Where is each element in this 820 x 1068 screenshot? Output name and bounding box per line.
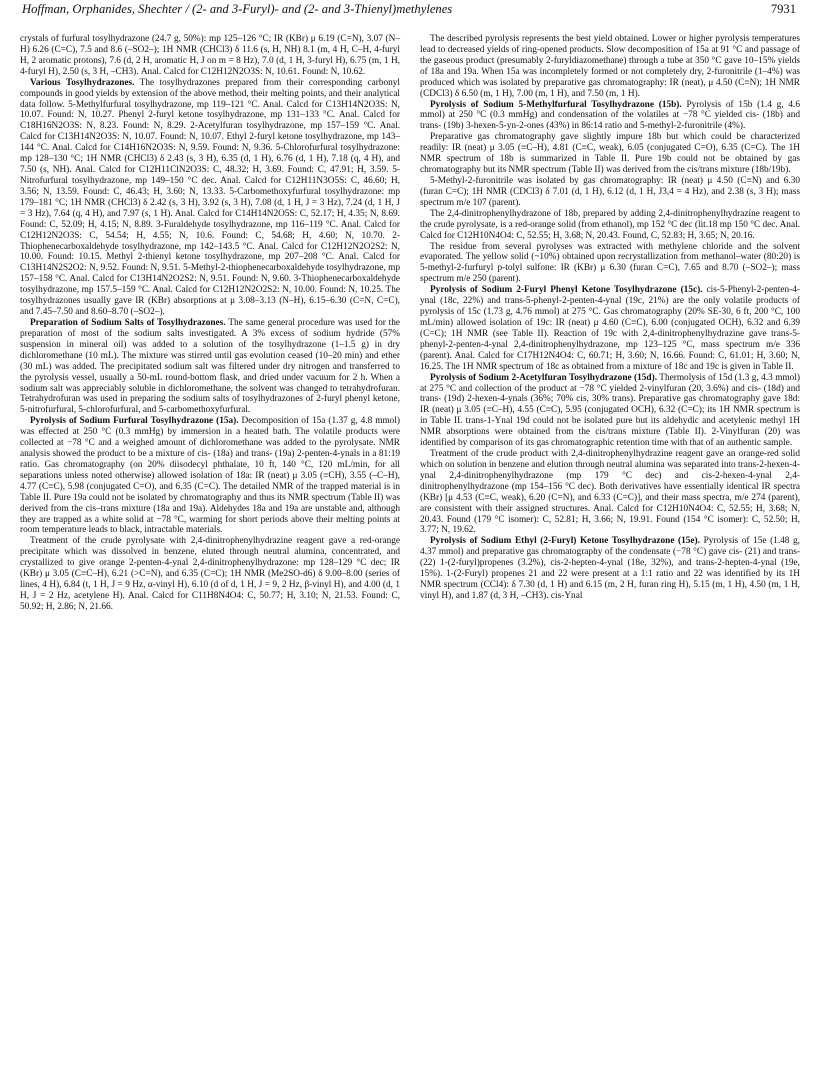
paragraph: Pyrolysis of Sodium Ethyl (2-Furyl) Ketone Tosylhydrazone (15e). Pyrolysis of 15e (1.48 g, 4.37 mmol) and preparative gas chromatography of the condensate (−78 °C) gave cis- (21) and trans- (22) 1-(2-furyl)propenes (3.2%), cis-2-hepten-4-ynal (18e, 32%), and trans-2-hepten-4-ynal (19e, 15%). 1-(2-Furyl) propenes 21 and 22 were present at a 1:1 ratio and 22 was identified by its 1H NMR spectrum (CCl4): δ 7.30 (d, 1 H) and 6.15 (m, 2 H, furan ring H), 5.15 (m, 1 H), 4.50 (m, 1 H, vinyl H), and 1.87 (d, 3 H, –CH3). cis-Ynal: [420, 536, 800, 602]
paragraph: Preparation of Sodium Salts of Tosylhydrazones. The same general procedure was used for the preparation of most of the sodium salts investigated. A 3% excess of sodium hydride (57% suspension in mineral oil) was added to a solution of the tosylhydrazone (1–1.5 g) in dry dichloromethane (10 mL). The mixture was stirred until gas evolution ceased (10–20 min) and ether (30 mL) was added. The precipitated sodium salt was filtered under dry nitrogen and transferred to the pyrolysis vessel, usually a 50-mL round-bottom flask, and dried under vacuum for 2 h. When a sodium salt was appreciably soluble in dichloromethane, the solvent was changed to tetrahydrofuran. Tetrahydrofuran was used in preparing the sodium salts of tosylhydrazones of 2-furyl phenyl ketone, 5-nitrofurfural, 5-chlorofurfural, and 5-carbomethoxyfurfural.: [20, 317, 401, 416]
paragraph: The 2,4-dinitrophenylhydrazone of 18b, prepared by adding 2,4-dinitrophenylhydrazine reagent to the crude pyrolysate, is a red-orange solid (from ethanol), mp 152 °C dec (lit.18 mp 150 °C dec. Anal. Calcd for C12H10N4O4: C, 52.55; H, 3.68; N, 20.43. Found, C, 52.83; H, 3.65; N, 20.16.: [420, 208, 800, 241]
running-title: Hoffman, Orphanides, Shechter / (2- and 3-Furyl)- and (2- and 3-Thienyl)methylenes: [22, 2, 453, 16]
paragraph-heading: Pyrolysis of Sodium Furfural Tosylhydrazone (15a).: [30, 416, 239, 427]
paragraph: Pyrolysis of Sodium Furfural Tosylhydrazone (15a). Decomposition of 15a (1.37 g, 4.8 mmol) was effected at 250 °C (0.3 mmHg) by immersion in a heated bath. The volatile products were collected at −78 °C and a weighed amount of dichloromethane was added to the pyrolysate. NMR analysis showed the product to be a mixture of cis- (18a) and trans- (19a) 2-penten-4-ynals in a 81:19 ratio. Gas chromatography (on 20% diisodecyl phthalate, 10 ft, 140 °C, 120 mL/min, for all separations unless noted otherwise) allowed isolation of 18a: IR (neat) μ 3.05 (≡CH), 3.55 (–C–H), 4.77 (C≡C), 5.98 (conjugated C=O), and 6.35 (C=C). The detailed NMR of the trapped material is in Table II. Pure 19a could not be isolated by chromatography and thus its NMR spectrum (Table II) was derived from the cis–trans mixture (18a and 19a). Aldehydes 18a and 19a are unstable and, although they are trapped as a white solid at −78 °C, warming for short periods above their melting points at room temperature leads to black, intractable materials.: [20, 416, 401, 536]
paragraph-heading: Various Tosylhydrazones.: [30, 77, 135, 88]
paragraph: The residue from several pyrolyses was extracted with methylene chloride and the solvent evaporated. The yellow solid (~10%) obtained upon recrystallization from methanol–water (80:20) is 5-methyl-2-furfuryl p-tolyl sulfone: IR (KBr) μ 6.30 (furan C=C), 7.65 and 8.70 (–SO2–); mass spectrum m/e 250 (parent).: [420, 241, 800, 285]
paragraph-heading: Pyrolysis of Sodium 2-Acetylfuran Tosylhydrazone (15d).: [430, 372, 658, 383]
paragraph: Treatment of the crude product with 2,4-dinitrophenylhydrazine reagent gave an orange-red solid which on solution in benzene and elution through neutral alumina was separated into trans-2-hexen-4-ynal 2,4-dinitrophenylhydrazone (mp 179 °C dec) and cis-2-hexen-4-ynal 2,4-dinitrophenylhydrazone (mp 154–156 °C dec). Both derivatives have essentially identical IR spectra (KBr) [μ 4.53 (C≡C, weak), 6.20 (C=N), and 6.33 (C=C)], and their mass spectra, m/e 274 (parent), are consistent with their assigned structures. Anal. Calcd for C12H10N4O4: C, 52.55; H, 3.68; N, 20.43. Found (179 °C isomer): C, 52.81; H, 3.66; N, 19.91. Found (154 °C isomer): C, 52.50; H, 3.77; N, 19.62.: [420, 449, 800, 536]
paragraph-heading: Pyrolysis of Sodium Ethyl (2-Furyl) Ketone Tosylhydrazone (15e).: [430, 536, 700, 547]
left-column: [20, 34, 400, 613]
paragraph: 5-Methyl-2-furonitrile was isolated by gas chromatography: IR (neat) μ 4.50 (C≡N) and 6.30 (furan C=C); 1H NMR (CDCl3) δ 7.01 (d, 1 H), 6.12 (d, 1 H, J3,4 = 4 Hz), and 2.38 (s, 3 H); mass spectrum m/e 107 (parent).: [420, 175, 800, 208]
paragraph: Pyrolysis of Sodium 5-Methylfurfural Tosylhydrazone (15b). Pyrolysis of 15b (1.4 g, 4.6 mmol) at 250 °C (0.3 mmHg) and condensation of the volatiles at −78 °C yielded cis- (18b) and trans- (19b) 3-hexen-5-yn-2-ones (43%) in 86:14 ratio and 5-methyl-2-furonitrile (4%).: [420, 99, 800, 132]
right-column: [420, 34, 800, 602]
paragraph-heading: Pyrolysis of Sodium 2-Furyl Phenyl Ketone Tosylhydrazone (15c).: [430, 285, 703, 296]
paragraph-heading: Preparation of Sodium Salts of Tosylhydrazones.: [30, 317, 226, 328]
paragraph: Pyrolysis of Sodium 2-Furyl Phenyl Ketone Tosylhydrazone (15c). cis-5-Phenyl-2-penten-4-ynal (18c, 22%) and trans-5-phenyl-2-penten-4-ynal (19c, 21%) are the only volatile products of pyrolysis of 15c (1.73 g, 4.76 mmol) at 275 °C. Gas chromatography (20% SE-30, 6 ft, 200 °C, 100 mL/min) allowed isolation of 19c: IR (neat) μ 4.60 (C≡C), 6.00 (conjugated OCH), 6.32 and 6.39 (C=C); 1H NMR (see Table II). Reaction of 19c with 2,4-dinitrophenylhydrazine gave trans-5-phenyl-2-penten-4-ynal 2,4-dinitrophenylhydrazone, mp 123–125 °C, mass spectrum m/e 336 (parent). Anal. Calcd for C17H12N4O4: C, 60.71; H, 3.60; N, 16.66. Found: C, 61.01; H, 3.60; N, 16.25. The 1H NMR spectrum of 18c as obtained from a mixture of 18c and 19c is given in Table II.: [420, 285, 800, 372]
paragraph: Preparative gas chromatography gave slightly impure 18b but which could be characterized readily: IR (neat) μ 3.05 (≡C–H), 4.81 (C≡C, weak), 6.05 (conjugated C=O), 6.35 (C=C). The 1H NMR spectrum of 18b is summarized in Table II. Pure 19b could not be obtained by gas chromatography but its NMR spectrum (Table II) was derived from the cis/trans mixture (18b/19b).: [420, 132, 800, 176]
paragraph: Various Tosylhydrazones. The tosylhydrazones prepared from their corresponding carbonyl compounds in good yields by extension of the above method, their melting points, and their analytical data follow. 5-Methylfurfural tosylhydrazone, mp 119–121 °C. Anal. Calcd for C13H14N2O3S: N, 10.07. Found: N, 10.27. Phenyl 2-furyl ketone tosylhydrazone, mp 131–133 °C. Anal. Calcd for C18H16N2O3S: N, 8.23. Found: N, 8.29. 2-Acetylfuran tosylhydrazone, mp 157–159 °C. Anal. Calcd for C13H14N2O3S: N, 10.07. Found: N, 10.07. Ethyl 2-furyl ketone tosylhydrazone, mp 143–144 °C. Anal. Calcd for C14H16N2O3S: N, 9.59. Found: N, 9.36. 5-Chlorofurfural tosylhydrazone: mp 128–130 °C; 1H NMR (CHCl3) δ 2.43 (s, 3 H), 6.35 (d, 1 H), 6.76 (d, 1 H), 7.18 (q, 4 H), and 7.50 (s, NH). Anal. Calcd for C12H11ClN2O3S: C, 48.32; H, 3.69. Found: C, 47.91; H, 3.59. 5-Nitrofurfural tosylhydrazone, mp 149–150 °C dec. Anal. Calcd for C12H11N3O5S: C, 46.60; H, 3.56; N, 13.59. Found: C, 46.43; H, 3.60; N, 13.33. 5-Carbomethoxyfurfural tosylhydrazone: mp 179–181 °C; 1H NMR (CHCl3) δ 2.42 (s, 3 H), 3.92 (s, 3 H), 7.08 (d, 1 H, J = 3 Hz), 7.24 (d, 1 H, J = 3 Hz), 7.64 (q, 4 H), and 7.97 (s, 1 H). Anal. Calcd for C14H14N2O5S: C, 52.17; H, 4.35; N, 8.69. Found: C, 52.09; H, 4.15; N, 8.89. 3-Furaldehyde tosylhydrazone, mp 116–119 °C. Anal. Calcd for C12H12N2O3S: C, 54.54; H, 4.55; N, 10.6. Found: C, 54.68; H, 4.60; N, 10.70. 2-Thiophenecarboxaldehyde tosylhydrazone, mp 142–143.5 °C. Anal. Calcd for C12H12N2O2S2: N, 10.00. Found: 10.15. Methyl 2-thienyl ketone tosylhydrazone, mp 207–208 °C. Anal. Calcd for C13H14N2S2O2: N, 9.52. Found: N, 9.51. 5-Methyl-2-thiophenecarboxaldehyde tosylhydrazone, mp 157–158 °C. Anal. Calcd for C13H14N2O2S2: N, 9.51. Found: N, 9.60. 3-Thiophenecarboxaldehyde tosylhydrazone, mp 157.5–159 °C. Anal. Calcd for C12H12N2O2S2: N, 10.00. Found: N, 10.25. The tosylhydrazones usually gave IR (KBr) absorptions at μ 3.08–3.13 (N–H), 6.15–6.30 (C=N, C=C), and 7.45–7.50 and 8.60–8.70 (–SO2–).: [20, 77, 400, 318]
paragraph: Treatment of the crude pyrolysate with 2,4-dinitrophenylhydrazine reagent gave a red-orange precipitate which was dissolved in benzene, eluted through neutral alumina, concentrated, and crystallized to give orange 2-penten-4-ynal 2,4-dinitrophenylhydrazone: mp 128–129 °C dec; IR (KBr) μ 3.05 (C≡C–H), 6.21 (>C=N), and 6.35 (C=C); 1H NMR (Me2SO-d6) δ 9.00–8.00 (series of lines, 4 H), 6.84 (t, 1 H, J = 9 Hz, α-vinyl H), 6.10 (d of d, 1 H, J = 9, 2 Hz, β-vinyl H), and 4.00 (d, 1 H, J = 2 Hz, acetylene H). Anal. Calcd for C11H8N4O4: C, 50.77; H, 3.10; N, 21.53. Found: C, 50.92; H, 2.86; N, 21.66.: [20, 536, 400, 612]
paragraph-heading: Pyrolysis of Sodium 5-Methylfurfural Tosylhydrazone (15b).: [430, 99, 682, 110]
paragraph: The described pyrolysis represents the best yield obtained. Lower or higher pyrolysis temperatures lead to decreased yields of ring-opened products. Slow decomposition of 15a at 91 °C and passage of the gaseous product (presumably 2-furyldiazomethane) through a tube at 350 °C gave 10–15% yields of 18a and 19a. When 15a was incompletely formed or not completely dry, 2-furonitrile (1–4%) was produced which was isolated by preparative gas chromatography: IR (neat), μ 4.50 (C≡N); 1H NMR (CDCl3) δ 6.50 (m, 1 H), 7.00 (m, 1 H), and 7.50 (m, 1 H).: [420, 34, 800, 99]
page-number: 7931: [770, 2, 796, 16]
running-header: [22, 0, 796, 26]
paragraph: crystals of furfural tosylhydrazone (24.7 g, 50%): mp 125–126 °C; IR (KBr) μ 6.19 (C=N), 3.07 (N–H) 6.26 (C=C), 7.5 and 8.6 (–SO2–); 1H NMR (CHCl3) δ 11.6 (s, H, NH) 8.1 (m, 4 H, C–H, 4-furyl H, 2 aromatic protons), 7.6 (d, 2 H, aromatic H, J on m = 8 Hz), 7.0 (d, 1 H, 3-furyl H), 6.75 (m, 1 H, 4-furyl H), 2.50 (s, 3 H, –CH3). Anal. Calcd for C12H12N2O3S: N, 10.61. Found: N, 10.62.: [20, 34, 400, 77]
paragraph: Pyrolysis of Sodium 2-Acetylfuran Tosylhydrazone (15d). Thermolysis of 15d (1.3 g, 4.3 mmol) at 275 °C and collection of the product at −78 °C yielded 2-vinylfuran (20, 3.6%) and cis- (18d) and trans- (19d) 2-hexen-4-ynals (36%; 70% cis, 30% trans). Preparative gas chromatography gave 18d: IR (neat) μ 3.05 (≡C–H), 4.55 (C≡C), 5.95 (conjugated OCH), 6.32 (C=C); its 1H NMR spectrum is in Table II. trans-1-Ynal 19d could not be isolated pure but its aldehydic and acetylenic methyl 1H NMR absorptions were obtained from the cis/trans mixture (Table II). 2-Vinylfuran (20) was identified by comparison of its gas chromatographic retention time with that of an authentic sample.: [420, 372, 800, 449]
